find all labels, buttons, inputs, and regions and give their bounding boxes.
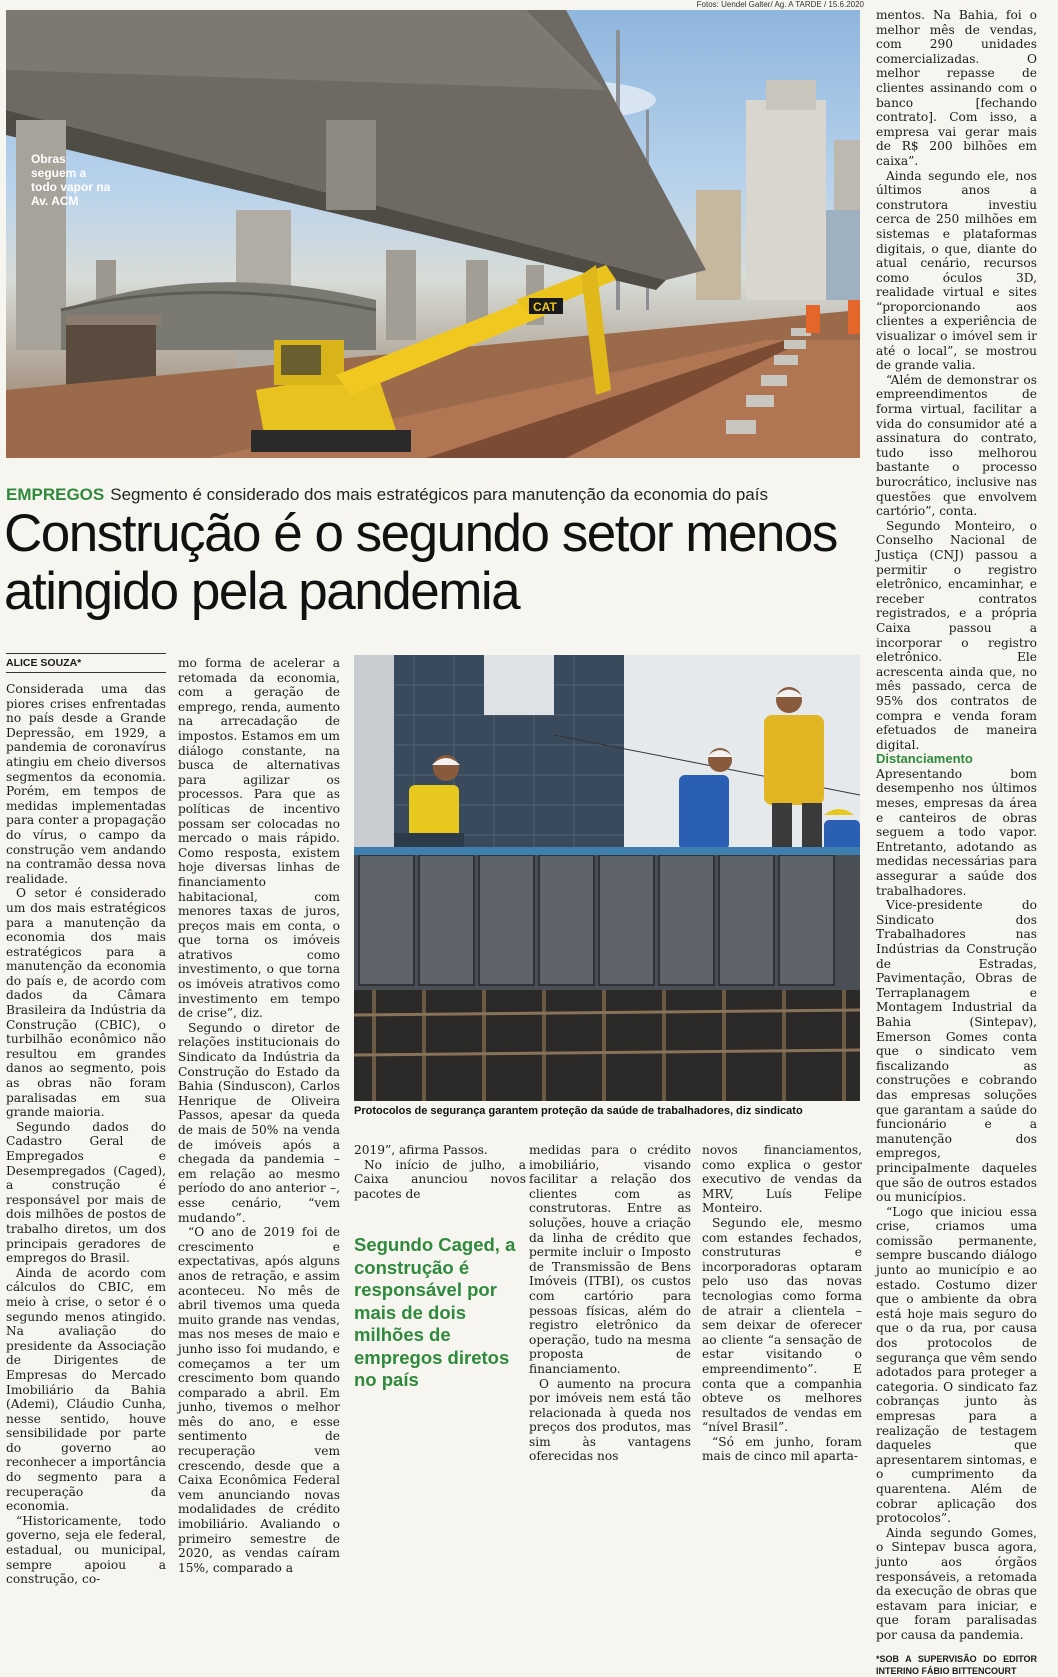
top-photo-caption: Obras seguem a todo vapor na Av. ACM [31,152,111,208]
section-tag: EMPREGOS [6,485,105,504]
paragraph: Segundo ele, mesmo com estandes fechados, construturas e incorporadoras optaram pelo uso das novas tecnologias como forma de atrair a clientela – sem deixar de oferecer ao cliente “a sensação de estar visitando o empreendimento”. E conta que a companhia obteve os melhores resultados de vendas em “nível Brasil”. [702,1215,862,1435]
paragraph: Segundo o diretor de relações institucionais do Sindicato da Indústria da Construção do Estado da Bahia (Sinduscon), Carlos Henrique de Oliveira Passos, apesar da queda de mais de 50% na venda de imóveis após a chegada da pandemia – em relação ao mesmo período do ano anterior –, esse cenário, “vem mudando”. [178,1020,340,1225]
paragraph: novos financiamentos, como explica o gestor executivo de vendas da MRV, Luís Felipe Monteiro. [702,1143,862,1216]
paragraph: “Logo que iniciou essa crise, criamos uma comissão permanente, sempre buscando diálogo junto ao município e ao estado. Costumo dizer que o ambiente da obra está hoje mais seguro do que o da rua, por causa dos protocolos de segurança que vêm sendo adotados para proteger a categoria. O sindicato faz cobranças junto às empresas para a realização de testagem daqueles que apresentarem sintomas, e o cumprimento da quarentena. Além de cobrar aplicação dos protocolos”. [876,1204,1037,1526]
photo-credit: Fotos: Uendel Galter/ Ag. A TARDE / 15.6.2020 [696,0,864,9]
paragraph: Vice-presidente do Sindicato dos Trabalhadores nas Indústrias da Construção de Estradas, Pavimentação, Obras de Terraplanagem e Montagem Industrial da Bahia (Sintepav), Emerson Gomes conta que o sindicato vem fiscalizando as construções e cobrando das empresas soluções que garantam a saúde do funcionário e a manutenção dos empregos, principalmente daqueles que são de outros estados ou municípios. [876,898,1037,1205]
paragraph: Ainda segundo ele, nos últimos anos a construtora investiu cerca de 250 milhões em sistemas e plataformas digitais, o que, diante do atual cenário, recursos como óculos 3D, realidade virtual e sites “proporcionando aos clientes a experiência de visualizar o imóvel sem ir até o local”, se mostrou de grande valia. [876,168,1037,373]
byline: ALICE SOUZA* [6,657,82,669]
kicker-subtitle: Segmento é considerado dos mais estratégicos para manutenção da economia do país [110,485,768,504]
paragraph: No início de julho, a Caixa anunciou novos pacotes de [354,1157,526,1201]
section-subhead: Distanciamento [876,751,973,767]
paragraph: “Além de demonstrar os empreendimentos de forma virtual, facilitar a vida do consumidor até a assinatura do contrato, tudo isso melhorou bastante o processo burocrático, inclusive nas questões que envolvem cartório”, conta. [876,372,1037,519]
headline: Construção é o segundo setor menos atingido pela pandemia [4,504,837,621]
byline-rule-bottom [6,672,166,673]
article-column-6 [876,8,1037,1677]
pull-quote: Segundo Caged, a construção é responsável por mais de dois milhões de empregos diretos no país [354,1234,516,1390]
paragraph: Segundo Monteiro, o Conselho Nacional de Justiça (CNJ) passou a permitir o registro eletrônico, encaminhar, e receber contratos registrados, e a própria Caixa passou a incorporar o registro eletrônico. Ele acrescenta ainda que, no mês passado, cerca de 95% dos contratos de compra e venda foram efetuados de maneira digital. [876,518,1037,752]
cat-logo-text: CAT [533,300,557,314]
construction-site-illustration [6,10,860,458]
paragraph: “Historicamente, todo governo, seja ele federal, estadual, ou municipal, sempre apoiou a construção, co- [6,1513,166,1587]
byline-rule-top [6,653,166,654]
mid-photo [354,655,860,1101]
paragraph: mo forma de acelerar a retomada da economia, com a geração de emprego, renda, aumento na arrecadação de impostos. Estamos em um diálogo constante, na busca de alternativas para agilizar os processos. Para que as políticas de incentivo possam ser colocadas no mercado o mais rápido. Como resposta, existem hoje diversas linhas de financiamento habitacional, com menores taxas de juros, preços mais em conta, o que torna os imóveis atrativos como investimento, o que torna os imóveis atrativos como investimento em tempo de crise”, diz. [178,656,340,1021]
paragraph: Ainda de acordo com cálculos do CBIC, em meio à crise, o setor é o segundo menos atingido. Na avaliação do presidente da Associação de Dirigentes de Empresas do Mercado Imobiliário da Bahia (Ademi), Cláudio Cunha, nesse sentido, houve sensibilidade por parte do governo ao reconhecer a importância do segmento para a recuperação da economia. [6,1265,166,1514]
article-column-2 [178,656,340,1575]
paragraph: “O ano de 2019 foi de crescimento e expectativas, após alguns anos de retração, e assim aconteceu. No mês de abril tivemos uma queda muito grande nas vendas, mas nos meses de maio e junho isso foi mudando, e começamos a ter um crescimento bom quando comparado a abril. Em junho, tivemos o melhor mês do ano, e esse sentimento de recuperação vem crescendo, desde que a Caixa Econômica Federal vem anunciando novas modalidades de crédito imobiliário. Avaliando o primeiro semestre de 2020, as vendas caíram 15%, comparado a [178,1225,340,1575]
editor-footnote: *SOB A SUPERVISÃO DO EDITOR INTERINO FÁBIO BITTENCOURT [876,1653,1037,1676]
workers-illustration [354,655,860,1101]
paragraph: O aumento na procura por imóveis nem está tão relacionada à queda nos preços dos produtos, mas sim às vantagens oferecidas nos [529,1376,691,1464]
article-column-3 [354,1143,526,1201]
paragraph: O setor é considerado um dos mais estratégicos para a manutenção da economia dos mais estratégicos para a manutenção da economia do país e, de acordo com dados da Câmara Brasileira da Indústria da Construção (CBIC), o turbilhão econômico não resultou em grandes danos ao segmento, pois as obras não foram paralisadas em sua grande maioria. [6,886,166,1120]
paragraph: Ainda segundo Gomes, o Sintepav busca agora, junto aos órgãos responsáveis, a retomada da execução de obras que estavam para iniciar, e que foram paralisadas por causa da pandemia. [876,1525,1037,1642]
paragraph: 2019”, afirma Passos. [354,1143,488,1157]
mid-photo-caption: Protocolos de segurança garantem proteção da saúde de trabalhadores, diz sindicato [354,1105,803,1117]
paragraph: mentos. Na Bahia, foi o melhor mês de vendas, com 290 unidades comercializadas. O melhor repasse de clientes assinando com o banco [fechando contrato]. Com isso, a empresa vai gerar mais de R$ 200 bilhões em caixa”. [876,8,1037,168]
paragraph: medidas para o crédito imobiliário, visando facilitar a relação dos clientes com as construtoras. Entre as soluções, houve a criação da linha de crédito que permite incluir o Imposto de Transmissão de Bens Imóveis (ITBI), os custos com cartório para pessoas físicas, além do registro eletrônico da operação, tudo na mesma proposta de financiamento. [529,1143,691,1376]
article-column-1 [6,682,166,1587]
top-photo [6,10,860,458]
paragraph: Segundo dados do Cadastro Geral de Empregados e Desempregados (Caged), a construção é responsável por mais de dois milhões de postos de trabalho diretos, um dos principais geradores de empregos do Brasil. [6,1119,166,1266]
kicker [6,485,768,505]
paragraph: “Só em junho, foram mais de cinco mil aparta- [702,1434,862,1464]
paragraph: Considerada uma das piores crises enfrentadas no país desde a Grande Depressão, em 1929, a pandemia de coronavírus atingiu em cheio diversos segmentos da economia. Porém, em tempos de medidas implementadas para conter a propagação do vírus, o campo da construção vem andando na contramão dessa nova realidade. [6,682,166,886]
paragraph: Apresentando bom desempenho nos últimos meses, empresas da área e canteiros de obras seguem a todo vapor. Entretanto, adotando as medidas necessárias para assegurar a saúde dos trabalhadores. [876,766,1037,898]
